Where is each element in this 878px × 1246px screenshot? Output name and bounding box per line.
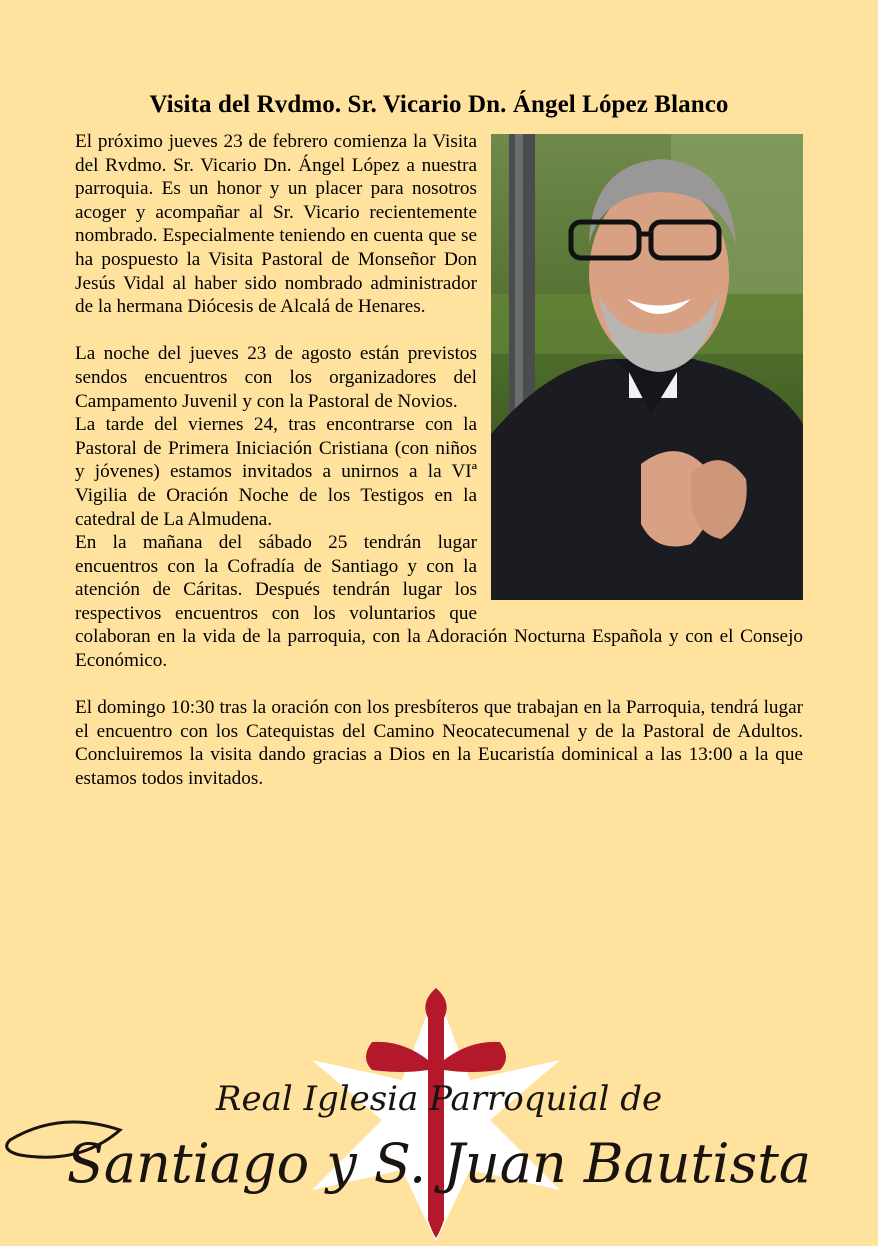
paragraph-visit-intro: El próximo jueves 23 de febrero comienza la Visita del Rvdmo. Sr. Vicario Dn. Ángel López a nuestra parroquia. Es un honor y un placer para nosotros acoger y acompañar al Sr. Vicario recientemente nombrado. Especialmente teniendo en cuenta que se ha pospuesto la Visita Pastoral de Monseñor Don Jesús Vidal al haber sido nombrado administrador de la hermana Diócesis de Alcalá de Henares.: [75, 131, 477, 318]
page-title: Visita del Rvdmo. Sr. Vicario Dn. Ángel López Blanco: [149, 90, 729, 118]
paragraph-sunday: El domingo 10:30 tras la oración con los presbíteros que trabajan en la Parroquia, tendrá lugar el encuentro con los Catequistas del Camino Neocatecumenal y de la Pastoral de Adultos. Concluiremos la visita dando gracias a Dios en la Eucaristía dominical a las 13:00 a la que estamos todos invitados.: [75, 697, 803, 790]
paragraph-friday: La tarde del viernes 24, tras encontrarse con la Pastoral de Primera Iniciación Cristiana (con niños y jóvenes) estamos invitados a unirnos a la VIª Vigilia de Oración Noche de los Testigos en la catedral de La Almudena.: [75, 414, 477, 530]
logo-line-2: Santiago y S. Juan Bautista: [66, 1132, 812, 1195]
logo-line-1: Real Iglesia Parroquial de: [215, 1079, 663, 1119]
paragraph-saturday: En la mañana del sábado 25 tendrán lugar encuentros con la Cofradía de Santiago y con la atención de Cáritas. Después tendrán lugar los respectivos encuentros con los voluntarios que colaboran en la vida de la parroquia, con la Adoración Nocturna Española y con el Consejo Económico.: [75, 532, 803, 672]
parish-logo: [0, 970, 878, 1241]
article-body: [75, 130, 803, 791]
paragraph-thursday: La noche del jueves 23 de agosto están previstos sendos encuentros con los organizadores del Campamento Juvenil y con la Pastoral de Novios.: [75, 343, 477, 412]
